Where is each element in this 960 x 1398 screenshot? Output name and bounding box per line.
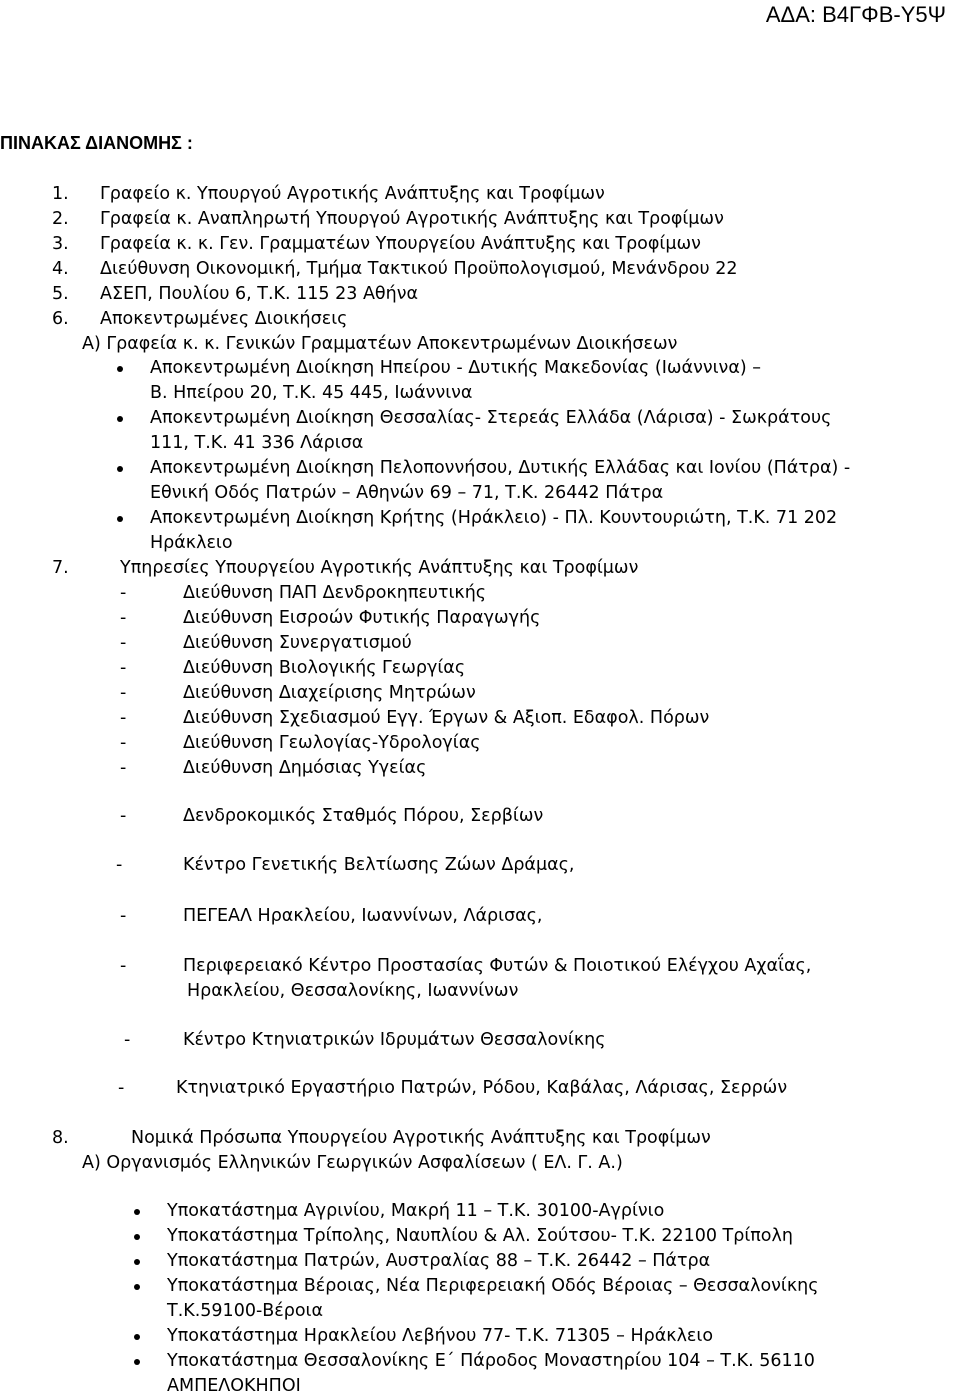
dash-marker: -: [120, 906, 127, 926]
dash-marker: -: [116, 855, 123, 875]
list-item: Γραφείο κ. Υπουργού Αγροτικής Ανάπτυξης και Τροφίμων: [100, 184, 605, 204]
center-item: Κέντρο Γενετικής Βελτίωσης Ζώων Δράμας,: [183, 855, 575, 875]
center-item: Δενδροκομικός Σταθμός Πόρου, Σερβίων: [183, 806, 544, 826]
center-item: ΠΕΓΕΑΛ Ηρακλείου, Ιωαννίνων, Λάρισας,: [183, 906, 543, 926]
bullet-icon: [134, 1284, 140, 1290]
admin-line: 111, Τ.Κ. 41 336 Λάρισα: [150, 433, 364, 453]
item-number: 2.: [52, 209, 69, 229]
list-item: Διεύθυνση Οικονομική, Τμήμα Τακτικού Προϋπολογισμού, Μενάνδρου 22: [100, 259, 738, 279]
item-number: 7.: [52, 558, 69, 578]
branch-line: Υποκατάστημα Ηρακλείου Λεβήνου 77- Τ.Κ. 71305 – Ηράκλειο: [167, 1326, 714, 1346]
center-item: Κτηνιατρικό Εργαστήριο Πατρών, Ρόδου, Καβάλας, Λάρισας, Σερρών: [176, 1078, 788, 1098]
branch-line: Υποκατάστημα Βέροιας, Νέα Περιφερειακή Οδός Βέροιας – Θεσσαλονίκης: [167, 1276, 819, 1296]
dash-marker: -: [120, 806, 127, 826]
dash-marker: -: [120, 733, 127, 753]
bullet-icon: [134, 1259, 140, 1265]
branch-line: Υποκατάστημα Πατρών, Αυστραλίας 88 – Τ.Κ. 26442 – Πάτρα: [167, 1251, 711, 1271]
center-item: Κέντρο Κτηνιατρικών Ιδρυμάτων Θεσσαλονίκης: [183, 1030, 606, 1050]
section6-sub-a: Α) Γραφεία κ. κ. Γενικών Γραμματέων Αποκεντρωμένων Διοικήσεων: [82, 334, 678, 354]
item-number: 3.: [52, 234, 69, 254]
section7-title: Υπηρεσίες Υπουργείου Αγροτικής Ανάπτυξης και Τροφίμων: [120, 558, 639, 578]
list-item: Γραφεία κ. κ. Γεν. Γραμματέων Υπουργείου Ανάπτυξης και Τροφίμων: [100, 234, 701, 254]
admin-line: Εθνική Οδός Πατρών – Αθηνών 69 – 71, Τ.Κ. 26442 Πάτρα: [150, 483, 664, 503]
center-item-cont: Ηρακλείου, Θεσσαλονίκης, Ιωαννίνων: [187, 981, 519, 1001]
item-number: 5.: [52, 284, 69, 304]
bullet-icon: [134, 1209, 140, 1215]
bullet-icon: [117, 366, 123, 372]
bullet-icon: [134, 1359, 140, 1365]
bullet-icon: [134, 1234, 140, 1240]
item-number: 6.: [52, 309, 69, 329]
page-title: ΠΙΝΑΚΑΣ ΔΙΑΝΟΜΗΣ :: [0, 133, 193, 153]
dash-marker: -: [120, 633, 127, 653]
branch-line: Τ.Κ.59100-Βέροια: [167, 1301, 324, 1321]
dash-marker: -: [124, 1030, 131, 1050]
list-item: Γραφεία κ. Αναπληρωτή Υπουργού Αγροτικής Ανάπτυξης και Τροφίμων: [100, 209, 724, 229]
item-number: 4.: [52, 259, 69, 279]
dash-marker: -: [120, 658, 127, 678]
admin-line: Β. Ηπείρου 20, Τ.Κ. 45 445, Ιωάννινα: [150, 383, 473, 403]
bullet-icon: [117, 516, 123, 522]
directorate-item: Διεύθυνση Σχεδιασμού Εγγ. Έργων & Αξιοπ. Εδαφολ. Πόρων: [183, 708, 710, 728]
dash-marker: -: [120, 608, 127, 628]
bullet-icon: [117, 466, 123, 472]
ada-code: ΑΔΑ: Β4ΓΦΒ-Υ5Ψ: [765, 2, 946, 27]
dash-marker: -: [118, 1078, 125, 1098]
branch-line: ΑΜΠΕΛΟΚΗΠΟΙ: [167, 1376, 301, 1396]
admin-line: Ηράκλειο: [150, 533, 233, 553]
bullet-icon: [117, 416, 123, 422]
item-number: 8.: [52, 1128, 69, 1148]
list-item: Αποκεντρωμένες Διοικήσεις: [100, 309, 348, 329]
dash-marker: -: [120, 583, 127, 603]
bullet-icon: [134, 1334, 140, 1340]
dash-marker: -: [120, 956, 127, 976]
directorate-item: Διεύθυνση ΠΑΠ Δενδροκηπευτικής: [183, 583, 487, 603]
section8-sub-a: Α) Οργανισμός Ελληνικών Γεωργικών Ασφαλίσεων ( ΕΛ. Γ. Α.): [82, 1153, 623, 1173]
directorate-item: Διεύθυνση Δημόσιας Υγείας: [183, 758, 427, 778]
directorate-item: Διεύθυνση Διαχείρισης Μητρώων: [183, 683, 476, 703]
branch-line: Υποκατάστημα Αγρινίου, Μακρή 11 – Τ.Κ. 30100-Αγρίνιο: [167, 1201, 665, 1221]
directorate-item: Διεύθυνση Συνεργατισμού: [183, 633, 412, 653]
directorate-item: Διεύθυνση Εισροών Φυτικής Παραγωγής: [183, 608, 541, 628]
list-item: ΑΣΕΠ, Πουλίου 6, Τ.Κ. 115 23 Αθήνα: [100, 284, 419, 304]
branch-line: Υποκατάστημα Τρίπολης, Ναυπλίου & Αλ. Σούτσου- Τ.Κ. 22100 Τρίπολη: [167, 1226, 793, 1246]
section8-title: Νομικά Πρόσωπα Υπουργείου Αγροτικής Ανάπτυξης και Τροφίμων: [131, 1128, 711, 1148]
admin-line: Αποκεντρωμένη Διοίκηση Κρήτης (Ηράκλειο) - Πλ. Κουντουριώτη, Τ.Κ. 71 202: [150, 508, 838, 528]
dash-marker: -: [120, 758, 127, 778]
directorate-item: Διεύθυνση Βιολογικής Γεωργίας: [183, 658, 466, 678]
admin-line: Αποκεντρωμένη Διοίκηση Πελοποννήσου, Δυτικής Ελλάδας και Ιονίου (Πάτρα) -: [150, 458, 851, 478]
admin-line: Αποκεντρωμένη Διοίκηση Θεσσαλίας- Στερεάς Ελλάδα (Λάρισα) - Σωκράτους: [150, 408, 832, 428]
admin-line: Αποκεντρωμένη Διοίκηση Ηπείρου - Δυτικής Μακεδονίας (Ιωάννινα) –: [150, 358, 761, 378]
item-number: 1.: [52, 184, 69, 204]
dash-marker: -: [120, 708, 127, 728]
center-item: Περιφερειακό Κέντρο Προστασίας Φυτών & Ποιοτικού Ελέγχου Αχαΐας,: [183, 956, 812, 976]
directorate-item: Διεύθυνση Γεωλογίας-Υδρολογίας: [183, 733, 481, 753]
branch-line: Υποκατάστημα Θεσσαλονίκης Ε΄ Πάροδος Μοναστηρίου 104 – Τ.Κ. 56110: [167, 1351, 815, 1371]
dash-marker: -: [120, 683, 127, 703]
